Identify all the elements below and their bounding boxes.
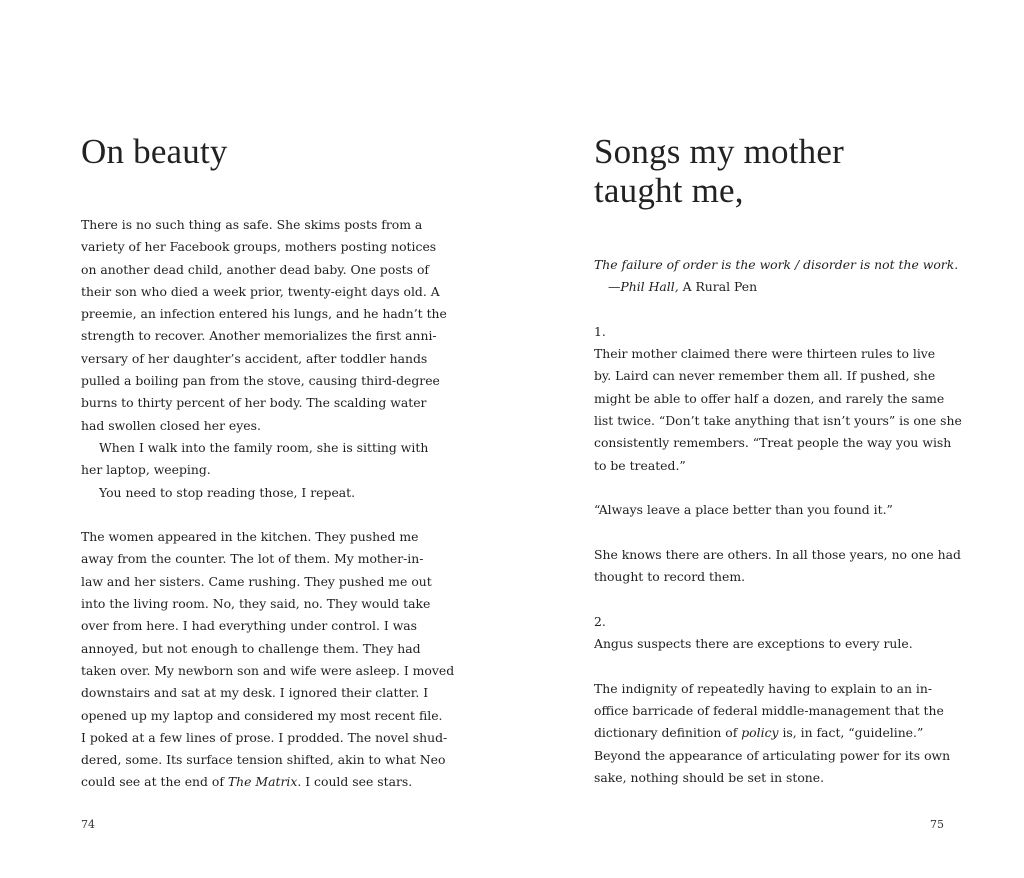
text-line: annoyed, but not enough to challenge them. They had [81, 640, 421, 656]
attribution-dash: — [608, 279, 621, 295]
text-line-with-italic [594, 722, 956, 744]
text-line: taken over. My newborn son and wife were asleep. I moved [81, 662, 455, 678]
text-line: law and her sisters. Came rushing. They pushed me out [81, 573, 432, 589]
text-line: Their mother claimed there were thirteen rules to live [594, 346, 936, 362]
text-line: downstairs and sat at my desk. I ignored their clatter. I [81, 685, 429, 701]
text-line: to be treated.” [594, 457, 686, 473]
text-line: had swollen closed her eyes. [81, 417, 261, 433]
text-line: office barricade of federal middle-management that the [594, 702, 944, 718]
right-page [512, 0, 1024, 878]
text-line: The women appeared in the kitchen. They pushed me [81, 529, 419, 545]
text-line: preemie, an infection entered his lungs, and he hadn’t the [81, 306, 447, 322]
text-line: “Always leave a place better than you found it.” [594, 502, 893, 518]
attribution-author: Phil Hall, [620, 279, 679, 295]
right-body-text [594, 254, 962, 789]
text-line: variety of her Facebook groups, mothers posting notices [81, 239, 437, 255]
section-number: 2. [594, 613, 606, 629]
section-break [594, 299, 956, 321]
text-line: on another dead child, another dead baby. One posts of [81, 261, 430, 277]
epigraph [594, 254, 959, 276]
chapter-title-line: taught me, [594, 171, 744, 210]
text-line: Angus suspects there are exceptions to every rule. [594, 636, 913, 652]
text-line: away from the counter. The lot of them. My mother-in- [81, 551, 424, 567]
text-line: When I walk into the family room, she is sitting with [99, 439, 429, 455]
text-fragment: is, in fact, “guideline.” [778, 725, 924, 741]
italic-word: policy [741, 725, 779, 741]
section-break [594, 588, 956, 610]
text-line: You need to stop reading those, I repeat. [99, 484, 356, 500]
text-line: sake, nothing should be set in stone. [594, 769, 825, 785]
section-number: 1. [594, 323, 606, 339]
paragraph-break [594, 522, 956, 544]
text-line: Beyond the appearance of articulating power for its own [594, 747, 951, 763]
text-line: thought to record them. [594, 569, 746, 585]
text-fragment: . I could see stars. [297, 774, 413, 790]
chapter-title [594, 132, 844, 210]
text-line: list twice. “Don’t take anything that isn’t yours” is one she [594, 413, 962, 429]
section-break [81, 504, 441, 526]
page-number: 74 [81, 818, 95, 831]
text-line: strength to recover. Another memorializes the first anni- [81, 328, 437, 344]
chapter-title-line: Songs my mother [594, 132, 844, 171]
text-line: might be able to offer half a dozen, and rarely the same [594, 390, 945, 406]
page-number: 75 [930, 818, 944, 831]
paragraph-break [594, 655, 956, 677]
epigraph-text: The failure of order is the work / disorder is not the work. [594, 257, 959, 272]
text-fragment: could see at the end of [81, 774, 228, 790]
text-line: She knows there are others. In all those years, no one had [594, 546, 961, 562]
italic-title: The Matrix [227, 774, 298, 790]
text-line: pulled a boiling pan from the stove, causing third-degree [81, 373, 440, 389]
text-line: The indignity of repeatedly having to explain to an in- [594, 680, 933, 696]
text-line: dered, some. Its surface tension shifted, akin to what Neo [81, 752, 446, 768]
text-line: into the living room. No, they said, no. They would take [81, 596, 431, 612]
text-line: opened up my laptop and considered my most recent file. [81, 707, 443, 723]
text-line: by. Laird can never remember them all. If pushed, she [594, 368, 936, 384]
attribution-work: A Rural Pen [678, 279, 758, 295]
text-line: over from here. I had everything under control. I was [81, 618, 418, 634]
text-line: There is no such thing as safe. She skims posts from a [81, 217, 423, 232]
text-fragment: dictionary definition of [594, 725, 742, 741]
text-line-with-italic [81, 771, 441, 793]
paragraph-break [594, 477, 956, 499]
text-line: consistently remembers. “Treat people the way you wish [594, 435, 952, 451]
chapter-title: On beauty [81, 132, 228, 171]
text-line: I poked at a few lines of prose. I prodded. The novel shud- [81, 729, 448, 745]
text-line: versary of her daughter’s accident, after toddler hands [81, 350, 428, 366]
epigraph-attribution [594, 276, 956, 298]
text-line: their son who died a week prior, twenty-eight days old. A [81, 283, 440, 299]
text-line: her laptop, weeping. [81, 462, 211, 478]
text-line: burns to thirty percent of her body. The scalding water [81, 395, 427, 411]
left-body-text [81, 214, 455, 794]
